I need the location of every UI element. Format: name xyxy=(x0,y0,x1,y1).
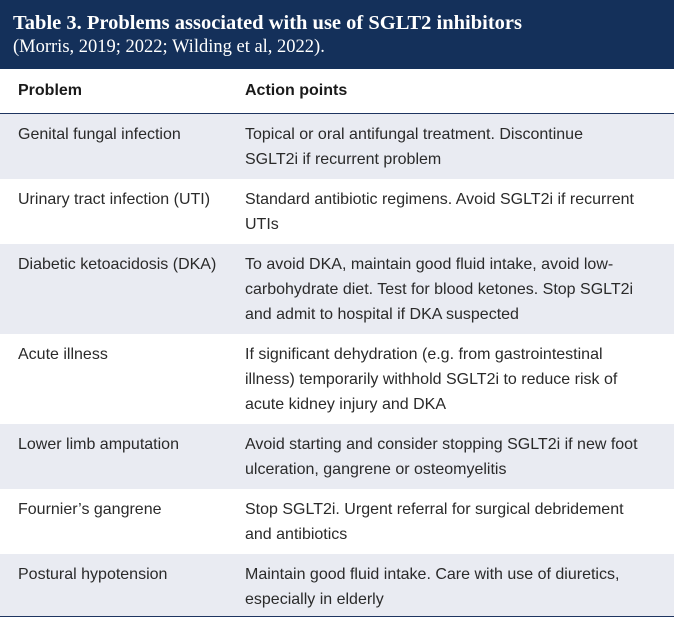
action-line: Topical or oral antifungal treatment. Discontinue xyxy=(245,126,583,143)
action-line: Stop SGLT2i. Urgent referral for surgical debridement xyxy=(245,501,624,518)
action-line: Avoid starting and consider stopping SGLT2i if new foot xyxy=(245,436,638,453)
action-line: carbohydrate diet. Test for blood ketones. Stop SGLT2i xyxy=(245,281,634,298)
action-line: UTIs xyxy=(245,216,279,233)
action-cell xyxy=(226,187,674,244)
table-subtitle: (Morris, 2019; 2022; Wilding et al, 2022). xyxy=(13,37,325,57)
action-cell xyxy=(226,342,674,424)
action-line: acute kidney injury and DKA xyxy=(245,396,446,413)
table-row xyxy=(0,334,674,424)
table-row xyxy=(0,489,674,554)
action-line: illness) temporarily withhold SGLT2i to reduce risk of xyxy=(245,371,618,388)
action-cell xyxy=(226,432,674,489)
problem-cell: Lower limb amputation xyxy=(18,436,179,453)
problem-cell: Urinary tract infection (UTI) xyxy=(18,191,211,208)
table-body xyxy=(0,114,674,620)
table-row xyxy=(0,554,674,620)
action-line: Maintain good fluid intake. Care with use of diuretics, xyxy=(245,566,620,583)
action-cell xyxy=(226,122,674,179)
action-line: especially in elderly xyxy=(245,591,384,608)
action-line: SGLT2i if recurrent problem xyxy=(245,151,442,168)
action-line: ulceration, gangrene or osteomyelitis xyxy=(245,461,507,478)
table-title: Table 3. Problems associated with use of SGLT2 inhibitors xyxy=(13,12,522,34)
action-line: and admit to hospital if DKA suspected xyxy=(245,306,519,323)
action-cell xyxy=(226,562,674,620)
problem-cell: Genital fungal infection xyxy=(18,126,181,143)
problem-cell: Fournier’s gangrene xyxy=(18,501,162,518)
table-header-row xyxy=(0,69,674,114)
problem-cell: Diabetic ketoacidosis (DKA) xyxy=(18,256,217,273)
action-line: To avoid DKA, maintain good fluid intake, avoid low- xyxy=(245,256,614,273)
table-bottom-margin xyxy=(0,617,674,630)
problem-cell: Postural hypotension xyxy=(18,566,168,583)
table-title-bar xyxy=(0,0,674,69)
header-action-points: Action points xyxy=(245,82,348,99)
action-line: and antibiotics xyxy=(245,526,348,543)
table-row xyxy=(0,179,674,244)
header-problem: Problem xyxy=(18,82,83,99)
action-cell xyxy=(226,497,674,554)
action-line: Standard antibiotic regimens. Avoid SGLT2i if recurrent xyxy=(245,191,634,208)
action-line: If significant dehydration (e.g. from gastrointestinal xyxy=(245,346,603,363)
problem-cell: Acute illness xyxy=(18,346,108,363)
table-row xyxy=(0,424,674,489)
table-row xyxy=(0,244,674,334)
table-row xyxy=(0,114,674,179)
action-cell xyxy=(226,252,674,334)
